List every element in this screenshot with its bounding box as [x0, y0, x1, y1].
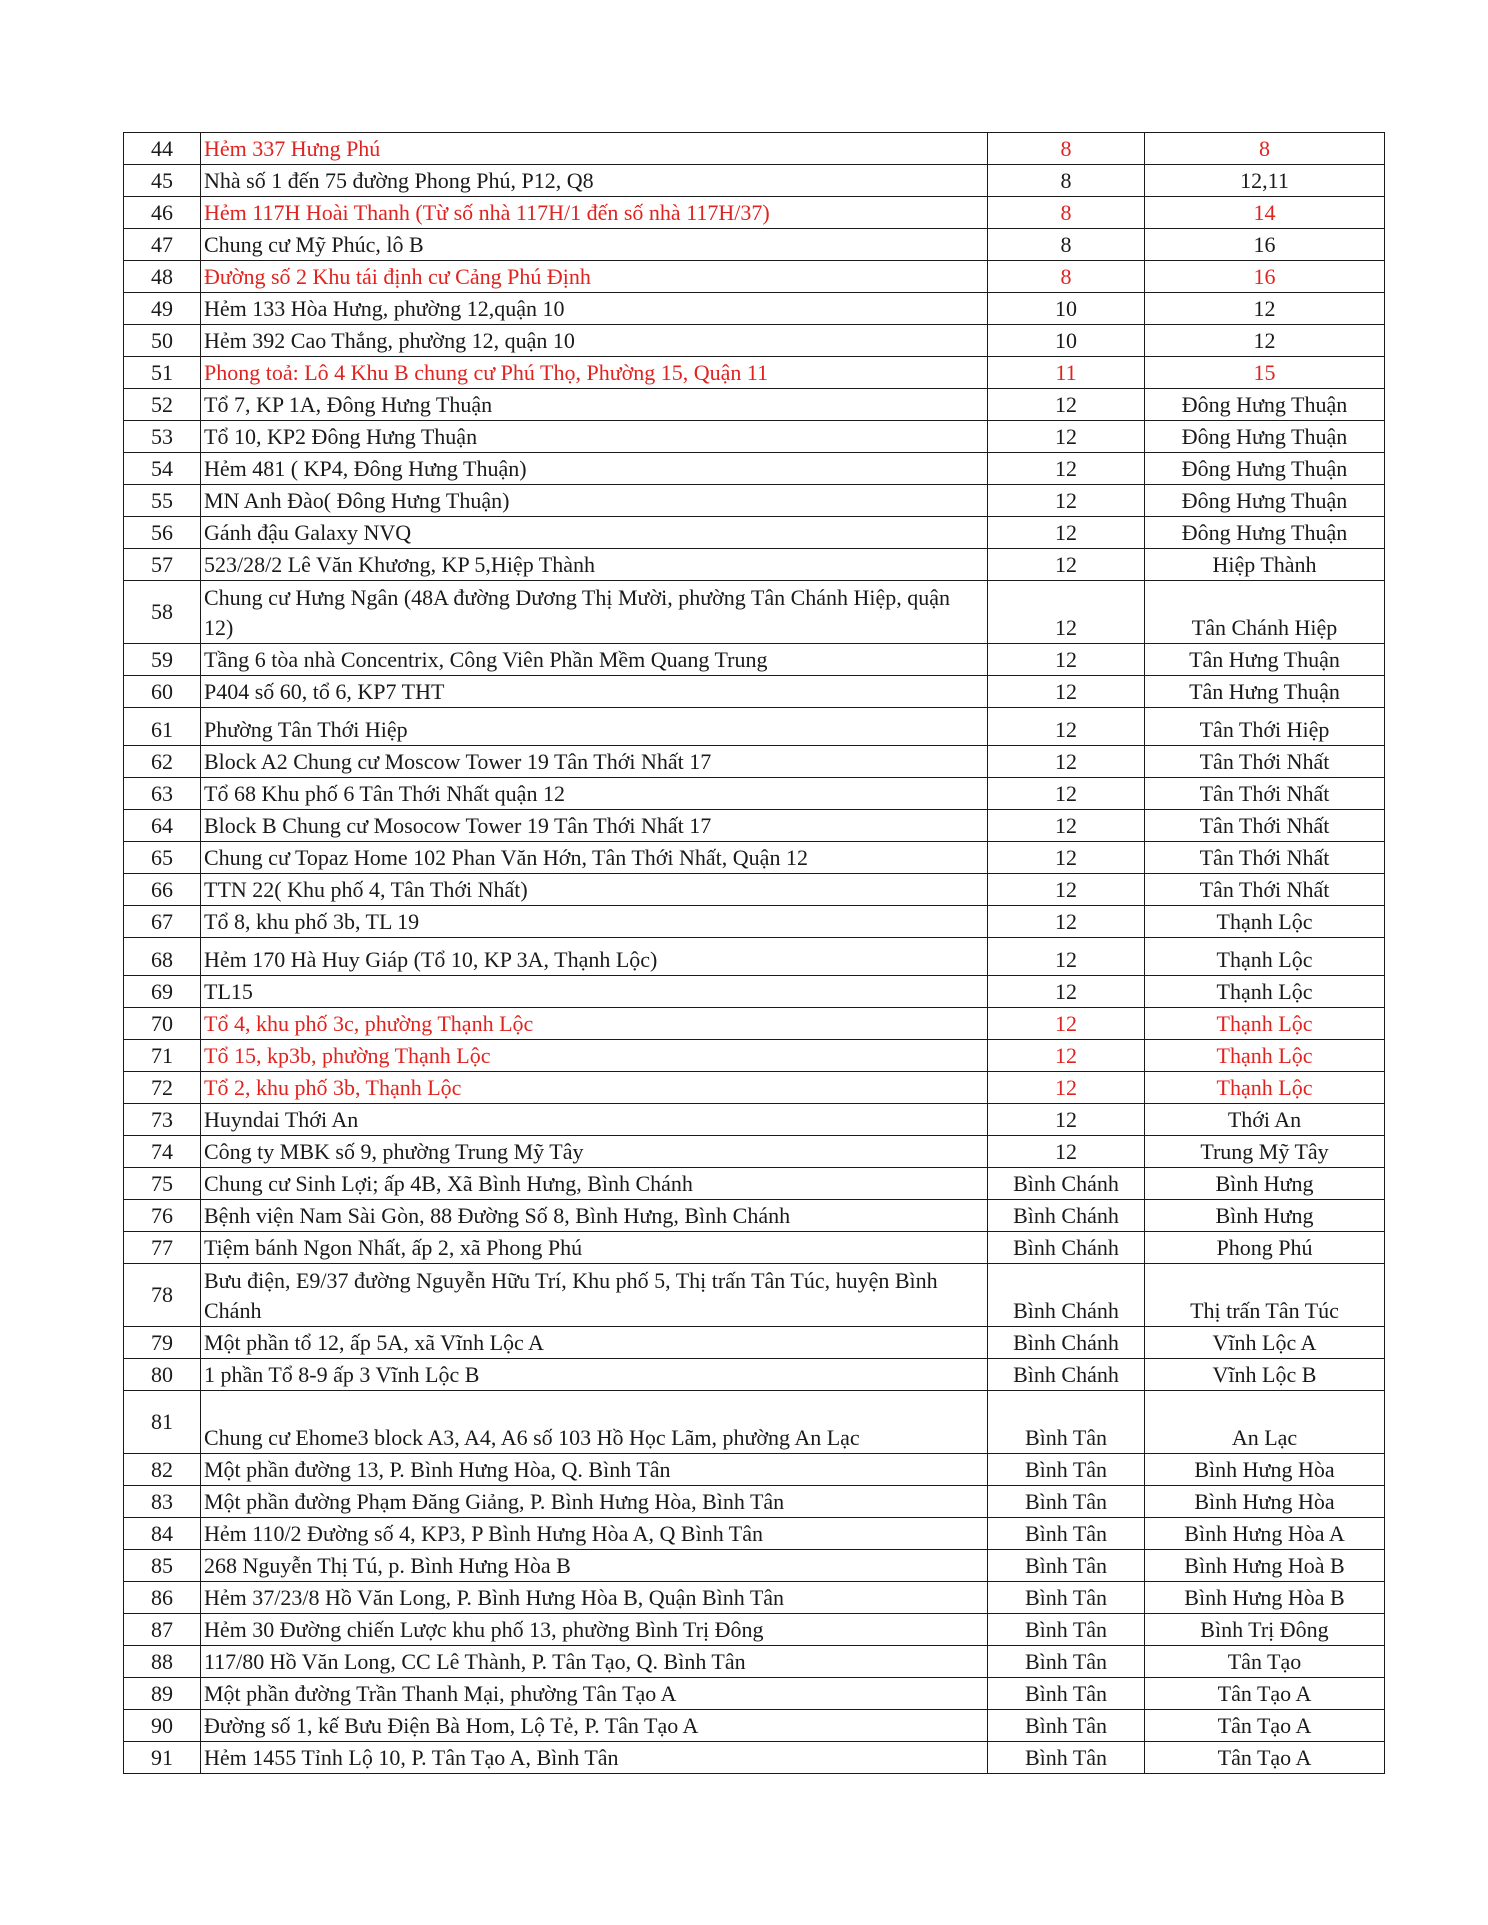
ward-cell: Tân Thới Nhất: [1145, 842, 1385, 874]
address-cell: Tổ 68 Khu phố 6 Tân Thới Nhất quận 12: [201, 778, 988, 810]
district-cell: Bình Chánh: [988, 1168, 1145, 1200]
table-row: [124, 810, 1385, 842]
ward-cell: Tân Thới Nhất: [1145, 746, 1385, 778]
row-number-cell: 59: [124, 644, 201, 676]
row-number-cell: 84: [124, 1518, 201, 1550]
table-row: [124, 165, 1385, 197]
district-cell: 8: [988, 229, 1145, 261]
address-cell: 268 Nguyễn Thị Tú, p. Bình Hưng Hòa B: [201, 1550, 988, 1582]
address-cell: Đường số 2 Khu tái định cư Cảng Phú Định: [201, 261, 988, 293]
lockdown-locations-table: [123, 132, 1385, 1774]
address-cell: Một phần đường Phạm Đăng Giảng, P. Bình Hưng Hòa, Bình Tân: [201, 1486, 988, 1518]
address-cell: Hẻm 133 Hòa Hưng, phường 12,quận 10: [201, 293, 988, 325]
table-row: [124, 1232, 1385, 1264]
district-cell: 12: [988, 1072, 1145, 1104]
table-row: [124, 976, 1385, 1008]
ward-cell: Đông Hưng Thuận: [1145, 517, 1385, 549]
address-cell: Phong toả: Lô 4 Khu B chung cư Phú Thọ, Phường 15, Quận 11: [201, 357, 988, 389]
row-number-cell: 66: [124, 874, 201, 906]
ward-cell: 15: [1145, 357, 1385, 389]
table-row: [124, 778, 1385, 810]
address-cell: Nhà số 1 đến 75 đường Phong Phú, P12, Q8: [201, 165, 988, 197]
row-number-cell: 58: [124, 581, 201, 644]
district-cell: 8: [988, 261, 1145, 293]
row-number-cell: 88: [124, 1646, 201, 1678]
table-row: [124, 1136, 1385, 1168]
table-row: [124, 1072, 1385, 1104]
address-cell: Hẻm 481 ( KP4, Đông Hưng Thuận): [201, 453, 988, 485]
address-cell: Chung cư Mỹ Phúc, lô B: [201, 229, 988, 261]
row-number-cell: 65: [124, 842, 201, 874]
ward-cell: Đông Hưng Thuận: [1145, 453, 1385, 485]
table-row: [124, 1391, 1385, 1454]
row-number-cell: 68: [124, 938, 201, 976]
address-cell: Tổ 7, KP 1A, Đông Hưng Thuận: [201, 389, 988, 421]
district-cell: 12: [988, 421, 1145, 453]
row-number-cell: 73: [124, 1104, 201, 1136]
address-cell: Hẻm 1455 Tỉnh Lộ 10, P. Tân Tạo A, Bình Tân: [201, 1742, 988, 1774]
ward-cell: Thới An: [1145, 1104, 1385, 1136]
ward-cell: Bình Hưng: [1145, 1200, 1385, 1232]
table-row: [124, 1710, 1385, 1742]
district-cell: 12: [988, 453, 1145, 485]
table-row: [124, 874, 1385, 906]
address-cell: TL15: [201, 976, 988, 1008]
district-cell: 12: [988, 746, 1145, 778]
row-number-cell: 67: [124, 906, 201, 938]
address-cell: Tổ 8, khu phố 3b, TL 19: [201, 906, 988, 938]
address-cell: Phường Tân Thới Hiệp: [201, 708, 988, 746]
district-cell: 12: [988, 778, 1145, 810]
address-cell: Một phần đường Trần Thanh Mại, phường Tân Tạo A: [201, 1678, 988, 1710]
ward-cell: Tân Tạo A: [1145, 1742, 1385, 1774]
ward-cell: Thạnh Lộc: [1145, 1040, 1385, 1072]
row-number-cell: 79: [124, 1327, 201, 1359]
address-cell: Bệnh viện Nam Sài Gòn, 88 Đường Số 8, Bình Hưng, Bình Chánh: [201, 1200, 988, 1232]
district-cell: 12: [988, 517, 1145, 549]
ward-cell: Phong Phú: [1145, 1232, 1385, 1264]
row-number-cell: 86: [124, 1582, 201, 1614]
district-cell: Bình Chánh: [988, 1327, 1145, 1359]
address-cell: Chung cư Hưng Ngân (48A đường Dương Thị Mười, phường Tân Chánh Hiệp, quận 12): [201, 581, 988, 644]
row-number-cell: 71: [124, 1040, 201, 1072]
address-cell: 523/28/2 Lê Văn Khương, KP 5,Hiệp Thành: [201, 549, 988, 581]
row-number-cell: 46: [124, 197, 201, 229]
district-cell: Bình Tân: [988, 1582, 1145, 1614]
ward-cell: Thạnh Lộc: [1145, 976, 1385, 1008]
district-cell: Bình Tân: [988, 1391, 1145, 1454]
ward-cell: 12,11: [1145, 165, 1385, 197]
table-row: [124, 389, 1385, 421]
district-cell: Bình Tân: [988, 1614, 1145, 1646]
address-cell: Chung cư Ehome3 block A3, A4, A6 số 103 Hồ Học Lãm, phường An Lạc: [201, 1391, 988, 1454]
address-cell: Chung cư Topaz Home 102 Phan Văn Hớn, Tân Thới Nhất, Quận 12: [201, 842, 988, 874]
address-cell: TTN 22( Khu phố 4, Tân Thới Nhất): [201, 874, 988, 906]
table-row: [124, 229, 1385, 261]
table-row: [124, 644, 1385, 676]
district-cell: 8: [988, 133, 1145, 165]
row-number-cell: 47: [124, 229, 201, 261]
table-row: [124, 1550, 1385, 1582]
table-row: [124, 261, 1385, 293]
row-number-cell: 83: [124, 1486, 201, 1518]
row-number-cell: 77: [124, 1232, 201, 1264]
address-cell: Hẻm 170 Hà Huy Giáp (Tổ 10, KP 3A, Thạnh Lộc): [201, 938, 988, 976]
row-number-cell: 75: [124, 1168, 201, 1200]
district-cell: Bình Tân: [988, 1742, 1145, 1774]
ward-cell: Bình Hưng Hòa A: [1145, 1518, 1385, 1550]
ward-cell: Đông Hưng Thuận: [1145, 421, 1385, 453]
ward-cell: Hiệp Thành: [1145, 549, 1385, 581]
table-row: [124, 581, 1385, 644]
ward-cell: 16: [1145, 229, 1385, 261]
district-cell: Bình Tân: [988, 1486, 1145, 1518]
table-body: [124, 133, 1385, 1774]
address-cell: Tổ 2, khu phố 3b, Thạnh Lộc: [201, 1072, 988, 1104]
table-row: [124, 906, 1385, 938]
row-number-cell: 70: [124, 1008, 201, 1040]
table-row: [124, 485, 1385, 517]
ward-cell: 12: [1145, 325, 1385, 357]
table-row: [124, 1454, 1385, 1486]
ward-cell: Tân Tạo A: [1145, 1678, 1385, 1710]
row-number-cell: 82: [124, 1454, 201, 1486]
row-number-cell: 80: [124, 1359, 201, 1391]
row-number-cell: 53: [124, 421, 201, 453]
table-row: [124, 1008, 1385, 1040]
district-cell: 12: [988, 676, 1145, 708]
district-cell: Bình Tân: [988, 1710, 1145, 1742]
address-cell: Tổ 10, KP2 Đông Hưng Thuận: [201, 421, 988, 453]
table-row: [124, 517, 1385, 549]
table-row: [124, 421, 1385, 453]
district-cell: Bình Tân: [988, 1646, 1145, 1678]
row-number-cell: 78: [124, 1264, 201, 1327]
row-number-cell: 51: [124, 357, 201, 389]
row-number-cell: 48: [124, 261, 201, 293]
table-row: [124, 1742, 1385, 1774]
address-cell: Một phần tổ 12, ấp 5A, xã Vĩnh Lộc A: [201, 1327, 988, 1359]
address-cell: Công ty MBK số 9, phường Trung Mỹ Tây: [201, 1136, 988, 1168]
address-cell: Bưu điện, E9/37 đường Nguyễn Hữu Trí, Khu phố 5, Thị trấn Tân Túc, huyện Bình Chánh: [201, 1264, 988, 1327]
district-cell: 8: [988, 197, 1145, 229]
table-row: [124, 1104, 1385, 1136]
district-cell: 12: [988, 1008, 1145, 1040]
table-row: [124, 1168, 1385, 1200]
table-row: [124, 842, 1385, 874]
ward-cell: Vĩnh Lộc B: [1145, 1359, 1385, 1391]
ward-cell: Bình Hưng: [1145, 1168, 1385, 1200]
ward-cell: An Lạc: [1145, 1391, 1385, 1454]
row-number-cell: 50: [124, 325, 201, 357]
address-cell: Gánh đậu Galaxy NVQ: [201, 517, 988, 549]
ward-cell: 14: [1145, 197, 1385, 229]
address-cell: Hẻm 110/2 Đường số 4, KP3, P Bình Hưng Hòa A, Q Bình Tân: [201, 1518, 988, 1550]
table-row: [124, 1582, 1385, 1614]
district-cell: 12: [988, 389, 1145, 421]
ward-cell: Tân Hưng Thuận: [1145, 676, 1385, 708]
ward-cell: Tân Thới Nhất: [1145, 874, 1385, 906]
table-row: [124, 1486, 1385, 1518]
ward-cell: Thạnh Lộc: [1145, 1008, 1385, 1040]
row-number-cell: 64: [124, 810, 201, 842]
row-number-cell: 63: [124, 778, 201, 810]
district-cell: 8: [988, 165, 1145, 197]
table-row: [124, 293, 1385, 325]
row-number-cell: 49: [124, 293, 201, 325]
address-cell: 117/80 Hồ Văn Long, CC Lê Thành, P. Tân Tạo, Q. Bình Tân: [201, 1646, 988, 1678]
district-cell: 12: [988, 485, 1145, 517]
district-cell: Bình Chánh: [988, 1200, 1145, 1232]
ward-cell: Tân Hưng Thuận: [1145, 644, 1385, 676]
address-cell: Tổ 4, khu phố 3c, phường Thạnh Lộc: [201, 1008, 988, 1040]
row-number-cell: 45: [124, 165, 201, 197]
ward-cell: Tân Thới Nhất: [1145, 778, 1385, 810]
address-cell: Một phần đường 13, P. Bình Hưng Hòa, Q. Bình Tân: [201, 1454, 988, 1486]
table-row: [124, 1518, 1385, 1550]
row-number-cell: 60: [124, 676, 201, 708]
address-cell: Tổ 15, kp3b, phường Thạnh Lộc: [201, 1040, 988, 1072]
row-number-cell: 55: [124, 485, 201, 517]
ward-cell: Thị trấn Tân Túc: [1145, 1264, 1385, 1327]
row-number-cell: 74: [124, 1136, 201, 1168]
district-cell: 12: [988, 1040, 1145, 1072]
table-row: [124, 1040, 1385, 1072]
row-number-cell: 54: [124, 453, 201, 485]
table-row: [124, 746, 1385, 778]
district-cell: 12: [988, 549, 1145, 581]
address-cell: Tầng 6 tòa nhà Concentrix, Công Viên Phần Mềm Quang Trung: [201, 644, 988, 676]
row-number-cell: 90: [124, 1710, 201, 1742]
district-cell: 12: [988, 708, 1145, 746]
table-row: [124, 197, 1385, 229]
address-cell: Block B Chung cư Mosocow Tower 19 Tân Thới Nhất 17: [201, 810, 988, 842]
district-cell: 10: [988, 293, 1145, 325]
ward-cell: Tân Tạo: [1145, 1646, 1385, 1678]
ward-cell: Đông Hưng Thuận: [1145, 485, 1385, 517]
table-row: [124, 1678, 1385, 1710]
address-cell: P404 số 60, tổ 6, KP7 THT: [201, 676, 988, 708]
ward-cell: Bình Trị Đông: [1145, 1614, 1385, 1646]
row-number-cell: 61: [124, 708, 201, 746]
district-cell: Bình Chánh: [988, 1359, 1145, 1391]
ward-cell: Đông Hưng Thuận: [1145, 389, 1385, 421]
ward-cell: 12: [1145, 293, 1385, 325]
district-cell: 11: [988, 357, 1145, 389]
row-number-cell: 72: [124, 1072, 201, 1104]
ward-cell: Bình Hưng Hòa B: [1145, 1582, 1385, 1614]
table-row: [124, 708, 1385, 746]
district-cell: 12: [988, 938, 1145, 976]
table-row: [124, 325, 1385, 357]
row-number-cell: 57: [124, 549, 201, 581]
address-cell: Block A2 Chung cư Moscow Tower 19 Tân Thới Nhất 17: [201, 746, 988, 778]
district-cell: 12: [988, 581, 1145, 644]
table-row: [124, 676, 1385, 708]
row-number-cell: 89: [124, 1678, 201, 1710]
table-row: [124, 1646, 1385, 1678]
ward-cell: Thạnh Lộc: [1145, 906, 1385, 938]
row-number-cell: 69: [124, 976, 201, 1008]
ward-cell: 8: [1145, 133, 1385, 165]
district-cell: Bình Tân: [988, 1678, 1145, 1710]
address-cell: Hẻm 37/23/8 Hồ Văn Long, P. Bình Hưng Hòa B, Quận Bình Tân: [201, 1582, 988, 1614]
ward-cell: Tân Tạo A: [1145, 1710, 1385, 1742]
district-cell: 12: [988, 1136, 1145, 1168]
row-number-cell: 56: [124, 517, 201, 549]
district-cell: Bình Tân: [988, 1550, 1145, 1582]
ward-cell: Tân Chánh Hiệp: [1145, 581, 1385, 644]
district-cell: 12: [988, 644, 1145, 676]
ward-cell: Bình Hưng Hòa: [1145, 1454, 1385, 1486]
district-cell: 12: [988, 1104, 1145, 1136]
row-number-cell: 44: [124, 133, 201, 165]
table-row: [124, 1614, 1385, 1646]
ward-cell: Tân Thới Nhất: [1145, 810, 1385, 842]
ward-cell: Tân Thới Hiệp: [1145, 708, 1385, 746]
district-cell: 12: [988, 874, 1145, 906]
address-cell: Hẻm 392 Cao Thắng, phường 12, quận 10: [201, 325, 988, 357]
district-cell: 12: [988, 976, 1145, 1008]
row-number-cell: 91: [124, 1742, 201, 1774]
address-cell: Tiệm bánh Ngon Nhất, ấp 2, xã Phong Phú: [201, 1232, 988, 1264]
row-number-cell: 62: [124, 746, 201, 778]
table-row: [124, 133, 1385, 165]
district-cell: 10: [988, 325, 1145, 357]
row-number-cell: 76: [124, 1200, 201, 1232]
ward-cell: Vĩnh Lộc A: [1145, 1327, 1385, 1359]
district-cell: 12: [988, 810, 1145, 842]
table-row: [124, 938, 1385, 976]
row-number-cell: 87: [124, 1614, 201, 1646]
row-number-cell: 85: [124, 1550, 201, 1582]
ward-cell: 16: [1145, 261, 1385, 293]
district-cell: Bình Chánh: [988, 1264, 1145, 1327]
address-cell: Huyndai Thới An: [201, 1104, 988, 1136]
table-row: [124, 1264, 1385, 1327]
table-row: [124, 357, 1385, 389]
ward-cell: Thạnh Lộc: [1145, 938, 1385, 976]
ward-cell: Bình Hưng Hòa: [1145, 1486, 1385, 1518]
row-number-cell: 81: [124, 1391, 201, 1454]
ward-cell: Trung Mỹ Tây: [1145, 1136, 1385, 1168]
address-cell: Đường số 1, kế Bưu Điện Bà Hom, Lộ Tẻ, P. Tân Tạo A: [201, 1710, 988, 1742]
address-cell: 1 phần Tổ 8-9 ấp 3 Vĩnh Lộc B: [201, 1359, 988, 1391]
district-cell: Bình Tân: [988, 1454, 1145, 1486]
table-row: [124, 549, 1385, 581]
address-cell: Hẻm 30 Đường chiến Lược khu phố 13, phường Bình Trị Đông: [201, 1614, 988, 1646]
district-cell: 12: [988, 842, 1145, 874]
address-cell: Hẻm 117H Hoài Thanh (Từ số nhà 117H/1 đến số nhà 117H/37): [201, 197, 988, 229]
table-row: [124, 1359, 1385, 1391]
ward-cell: Thạnh Lộc: [1145, 1072, 1385, 1104]
table-row: [124, 1200, 1385, 1232]
address-cell: Hẻm 337 Hưng Phú: [201, 133, 988, 165]
address-cell: MN Anh Đào( Đông Hưng Thuận): [201, 485, 988, 517]
table-row: [124, 453, 1385, 485]
district-cell: Bình Tân: [988, 1518, 1145, 1550]
district-cell: 12: [988, 906, 1145, 938]
table-row: [124, 1327, 1385, 1359]
ward-cell: Bình Hưng Hoà B: [1145, 1550, 1385, 1582]
row-number-cell: 52: [124, 389, 201, 421]
address-cell: Chung cư Sinh Lợi; ấp 4B, Xã Bình Hưng, Bình Chánh: [201, 1168, 988, 1200]
district-cell: Bình Chánh: [988, 1232, 1145, 1264]
